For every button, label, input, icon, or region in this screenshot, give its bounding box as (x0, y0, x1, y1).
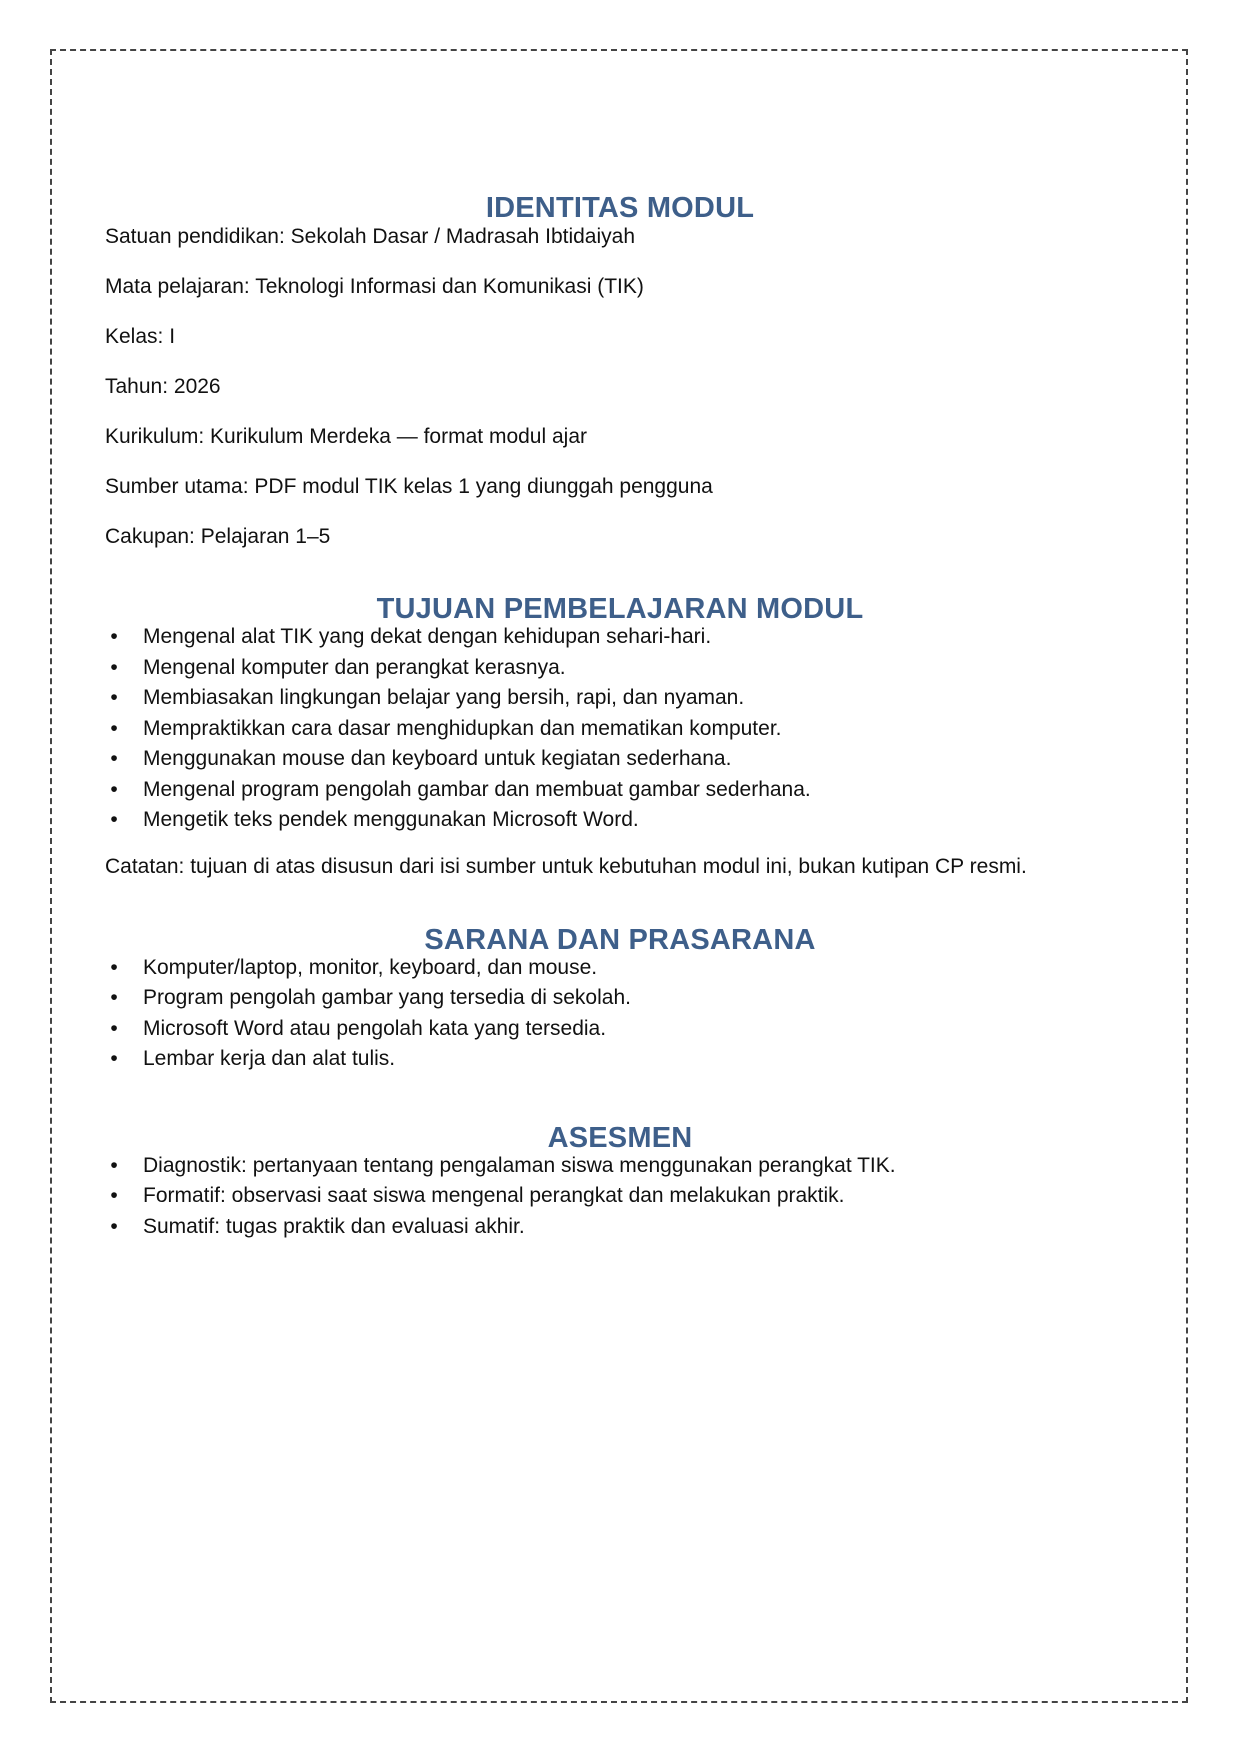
bullet-icon: • (110, 1016, 118, 1040)
list-item (105, 714, 1135, 745)
list-item (105, 1181, 1135, 1212)
bullet-icon: • (110, 986, 118, 1009)
tujuan-list (105, 622, 1135, 836)
list-item-text: Diagnostik: pertanyaan tentang pengalaman siswa menggunakan perangkat TIK. (143, 1153, 896, 1177)
asesmen-list (105, 1151, 1135, 1243)
list-item (105, 775, 1135, 806)
identitas-sumber-utama: Sumber utama: PDF modul TIK kelas 1 yang diunggah pengguna (105, 475, 713, 498)
bullet-icon: • (110, 1214, 118, 1238)
list-item-text: Mengenal program pengolah gambar dan membuat gambar sederhana. (143, 777, 811, 801)
identitas-cakupan: Cakupan: Pelajaran 1–5 (105, 525, 331, 548)
list-item-text: Menggunakan mouse dan keyboard untuk kegiatan sederhana. (143, 747, 732, 770)
list-item (105, 744, 1135, 775)
identitas-section (105, 190, 1135, 550)
asesmen-section (105, 1120, 1135, 1243)
list-item-text: Microsoft Word atau pengolah kata yang tersedia. (143, 1016, 607, 1040)
identitas-satuan-pendidikan: Satuan pendidikan: Sekolah Dasar / Madrasah Ibtidaiyah (105, 225, 636, 248)
list-item (105, 1212, 1135, 1243)
identitas-kurikulum: Kurikulum: Kurikulum Merdeka — format modul ajar (105, 425, 587, 448)
list-item-text: Mempraktikkan cara dasar menghidupkan dan mematikan komputer. (143, 716, 782, 740)
bullet-icon: • (110, 686, 118, 709)
list-item (105, 1151, 1135, 1182)
list-item (105, 653, 1135, 684)
list-item (105, 983, 1135, 1014)
identitas-mata-pelajaran: Mata pelajaran: Teknologi Informasi dan Komunikasi (TIK) (105, 275, 644, 298)
sarana-heading: SARANA DAN PRASARANA (424, 923, 816, 956)
bullet-icon: • (110, 1153, 118, 1177)
bullet-icon: • (110, 655, 118, 679)
tujuan-heading: TUJUAN PEMBELAJARAN MODUL (376, 593, 864, 625)
list-item-text: Formatif: observasi saat siswa mengenal perangkat dan melakukan praktik. (143, 1184, 845, 1207)
list-item-text: Komputer/laptop, monitor, keyboard, dan mouse. (143, 955, 598, 979)
list-item-text: Membiasakan lingkungan belajar yang bersih, rapi, dan nyaman. (143, 686, 745, 709)
bullet-icon: • (110, 1184, 118, 1207)
list-item-text: Mengenal komputer dan perangkat kerasnya. (143, 655, 566, 679)
list-item (105, 1014, 1135, 1045)
asesmen-heading: ASESMEN (547, 1121, 693, 1154)
list-item (105, 805, 1135, 836)
list-item-text: Mengenal alat TIK yang dekat dengan kehidupan sehari-hari. (143, 625, 712, 648)
bullet-icon: • (110, 747, 118, 770)
list-item-text: Program pengolah gambar yang tersedia di sekolah. (143, 986, 631, 1009)
list-item (105, 683, 1135, 714)
list-item (105, 953, 1135, 984)
list-item-text: Mengetik teks pendek menggunakan Microsoft Word. (143, 808, 639, 831)
identitas-heading: IDENTITAS MODUL (485, 192, 755, 224)
tujuan-note: Catatan: tujuan di atas disusun dari isi sumber untuk kebutuhan modul ini, bukan kutipan CP resmi. (105, 854, 1027, 878)
identitas-tahun: Tahun: 2026 (105, 375, 221, 398)
bullet-icon: • (110, 716, 118, 740)
tujuan-section (105, 591, 1135, 881)
list-item (105, 622, 1135, 653)
list-item-text: Sumatif: tugas praktik dan evaluasi akhir. (143, 1214, 525, 1238)
bullet-icon: • (110, 625, 118, 648)
sarana-list (105, 953, 1135, 1075)
bullet-icon: • (110, 808, 118, 831)
identitas-kelas: Kelas: I (105, 325, 176, 348)
list-item (105, 1044, 1135, 1075)
list-item-text: Lembar kerja dan alat tulis. (143, 1047, 396, 1070)
document-body (105, 190, 1135, 1242)
bullet-icon: • (110, 1047, 118, 1070)
bullet-icon: • (110, 777, 118, 801)
sarana-section (105, 922, 1135, 1075)
bullet-icon: • (110, 955, 118, 979)
